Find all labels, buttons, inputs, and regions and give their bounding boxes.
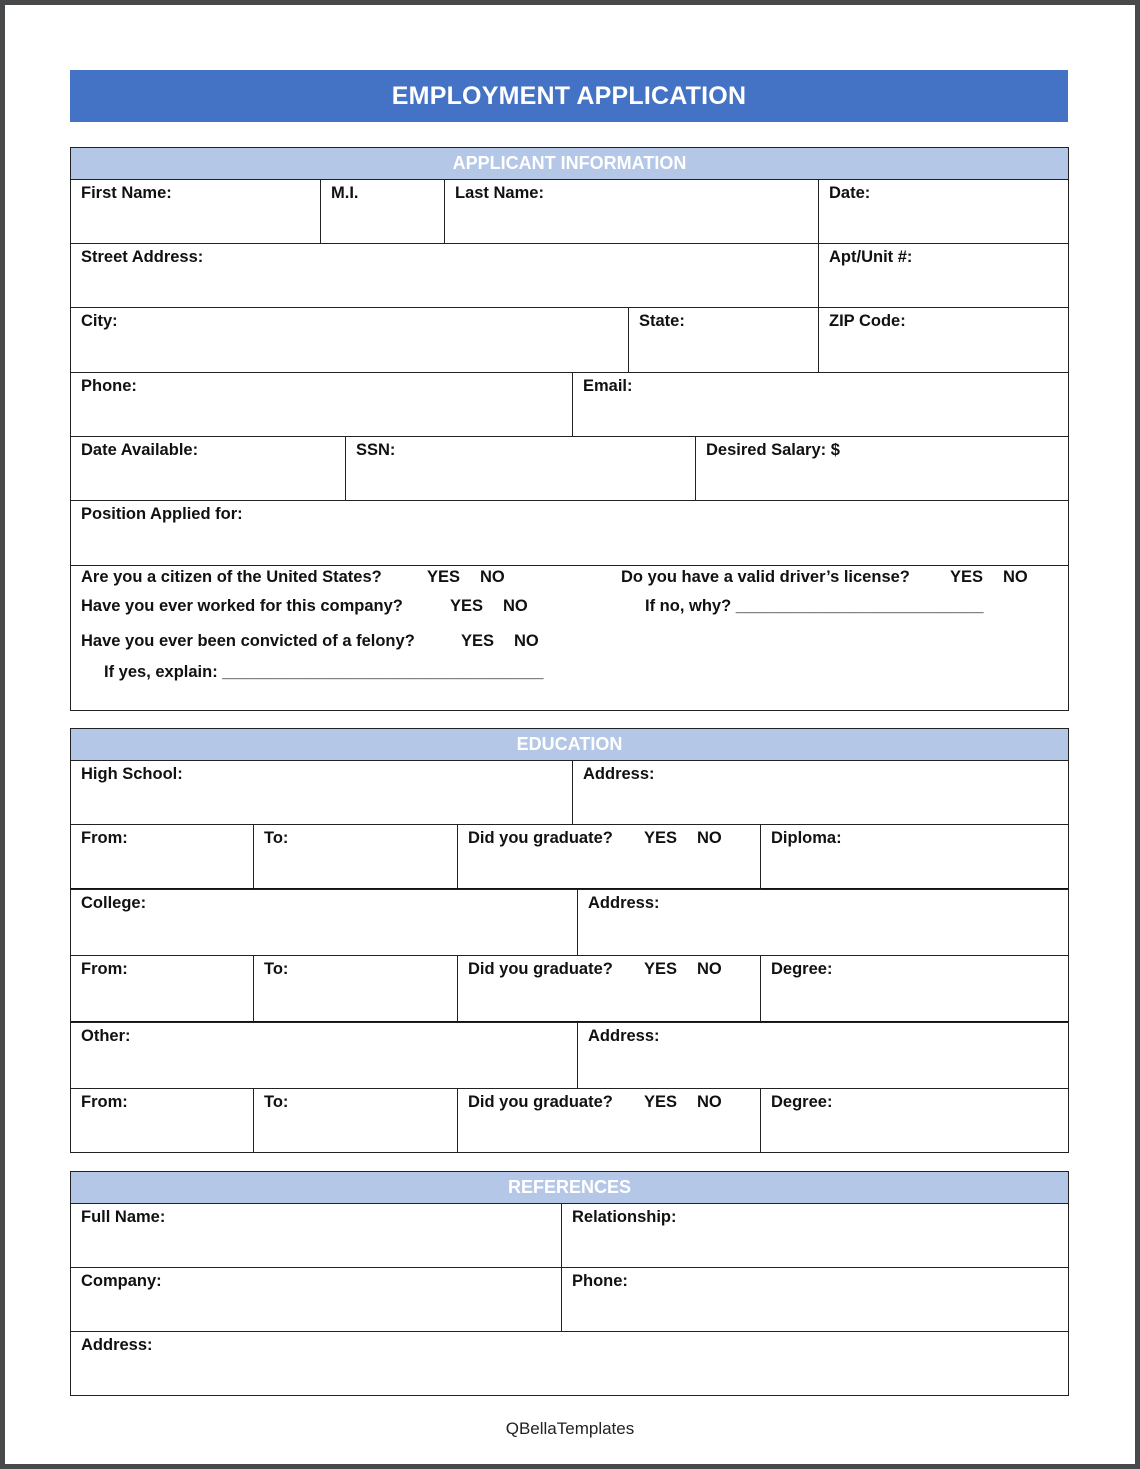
college-label: College:	[81, 894, 147, 912]
apt-unit-label: Apt/Unit #:	[829, 248, 913, 266]
state-label: State:	[639, 312, 685, 330]
footer-brand: QBellaTemplates	[505, 1419, 635, 1438]
zip-code-label: ZIP Code:	[829, 312, 906, 330]
other-address-field[interactable]	[577, 1022, 1069, 1089]
felony-explain-line[interactable]: If yes, explain: ___________________________________	[104, 663, 544, 681]
city-field[interactable]	[70, 307, 629, 373]
graduate-no-option[interactable]: NO	[697, 829, 722, 847]
section-header-applicant: APPLICANT INFORMATION	[70, 147, 1069, 180]
high-school-label: High School:	[81, 765, 183, 783]
graduate-no-option[interactable]: NO	[697, 960, 722, 978]
street-address-field[interactable]	[70, 243, 819, 308]
to-label: To:	[264, 960, 289, 978]
college-degree-field[interactable]	[760, 955, 1069, 1024]
diploma-label: Diploma:	[771, 829, 842, 847]
first-name-label: First Name:	[81, 184, 172, 202]
college-to-field[interactable]	[253, 955, 458, 1024]
company-label: Company:	[81, 1272, 162, 1290]
mi-field[interactable]	[320, 179, 445, 244]
felony-no-option[interactable]: NO	[514, 632, 539, 650]
degree-label: Degree:	[771, 1093, 833, 1111]
reference-relationship-field[interactable]	[561, 1203, 1069, 1268]
relationship-label: Relationship:	[572, 1208, 677, 1226]
page-title: EMPLOYMENT APPLICATION	[70, 70, 1068, 122]
graduate-no-option[interactable]: NO	[697, 1093, 722, 1111]
graduate-yes-option[interactable]: YES	[644, 1093, 678, 1111]
position-applied-field[interactable]	[70, 500, 1069, 566]
other-school-field[interactable]	[70, 1022, 578, 1089]
worked-no-option[interactable]: NO	[503, 597, 528, 615]
high-school-to-field[interactable]	[253, 824, 458, 891]
other-from-field[interactable]	[70, 1088, 254, 1153]
citizen-yes-option[interactable]: YES	[427, 568, 461, 586]
license-question: Do you have a valid driver’s license?	[621, 568, 910, 586]
address-label: Address:	[588, 894, 660, 912]
section-header-education: EDUCATION	[70, 728, 1069, 761]
college-from-field[interactable]	[70, 955, 254, 1024]
from-label: From:	[81, 829, 128, 847]
phone-label: Phone:	[572, 1272, 628, 1290]
graduate-label: Did you graduate?	[468, 960, 613, 978]
high-school-field[interactable]	[70, 760, 573, 825]
city-label: City:	[81, 312, 118, 330]
felony-question: Have you ever been convicted of a felony?	[81, 632, 415, 650]
license-why-line[interactable]: If no, why? ___________________________	[645, 597, 984, 615]
to-label: To:	[264, 829, 289, 847]
worked-question: Have you ever worked for this company?	[81, 597, 403, 615]
college-address-field[interactable]	[577, 889, 1069, 956]
felony-yes-option[interactable]: YES	[461, 632, 495, 650]
reference-phone-field[interactable]	[561, 1267, 1069, 1332]
street-address-label: Street Address:	[81, 248, 204, 266]
last-name-label: Last Name:	[455, 184, 544, 202]
graduate-label: Did you graduate?	[468, 829, 613, 847]
reference-full-name-field[interactable]	[70, 1203, 562, 1268]
desired-salary-label: Desired Salary: $	[706, 441, 840, 459]
diploma-field[interactable]	[760, 824, 1069, 891]
citizen-no-option[interactable]: NO	[480, 568, 505, 586]
other-to-field[interactable]	[253, 1088, 458, 1153]
date-available-field[interactable]	[70, 436, 346, 501]
graduate-yes-option[interactable]: YES	[644, 829, 678, 847]
section-header-references: REFERENCES	[70, 1171, 1069, 1204]
license-no-option[interactable]: NO	[1003, 568, 1028, 586]
to-label: To:	[264, 1093, 289, 1111]
citizen-question: Are you a citizen of the United States?	[81, 568, 382, 586]
high-school-address-field[interactable]	[572, 760, 1069, 825]
apt-unit-field[interactable]	[818, 243, 1069, 308]
full-name-label: Full Name:	[81, 1208, 166, 1226]
last-name-field[interactable]	[444, 179, 819, 244]
position-applied-label: Position Applied for:	[81, 505, 243, 523]
license-yes-option[interactable]: YES	[950, 568, 984, 586]
date-available-label: Date Available:	[81, 441, 199, 459]
email-field[interactable]	[572, 372, 1069, 437]
address-label: Address:	[81, 1336, 153, 1354]
mi-label: M.I.	[331, 184, 359, 202]
state-field[interactable]	[628, 307, 819, 373]
other-graduate-field	[457, 1088, 761, 1153]
first-name-field[interactable]	[70, 179, 321, 244]
address-label: Address:	[588, 1027, 660, 1045]
college-field[interactable]	[70, 889, 578, 956]
from-label: From:	[81, 1093, 128, 1111]
ssn-field[interactable]	[345, 436, 696, 501]
high-school-from-field[interactable]	[70, 824, 254, 891]
desired-salary-field[interactable]	[695, 436, 1069, 501]
date-label: Date:	[829, 184, 871, 202]
zip-code-field[interactable]	[818, 307, 1069, 373]
degree-label: Degree:	[771, 960, 833, 978]
phone-field[interactable]	[70, 372, 573, 437]
email-label: Email:	[583, 377, 633, 395]
high-school-graduate-field	[457, 824, 761, 891]
worked-yes-option[interactable]: YES	[450, 597, 484, 615]
graduate-label: Did you graduate?	[468, 1093, 613, 1111]
reference-address-field[interactable]	[70, 1331, 1069, 1396]
college-graduate-field	[457, 955, 761, 1024]
graduate-yes-option[interactable]: YES	[644, 960, 678, 978]
other-degree-field[interactable]	[760, 1088, 1069, 1153]
address-label: Address:	[583, 765, 655, 783]
date-field[interactable]	[818, 179, 1069, 244]
phone-label: Phone:	[81, 377, 137, 395]
reference-company-field[interactable]	[70, 1267, 562, 1332]
ssn-label: SSN:	[356, 441, 396, 459]
other-label: Other:	[81, 1027, 131, 1045]
from-label: From:	[81, 960, 128, 978]
